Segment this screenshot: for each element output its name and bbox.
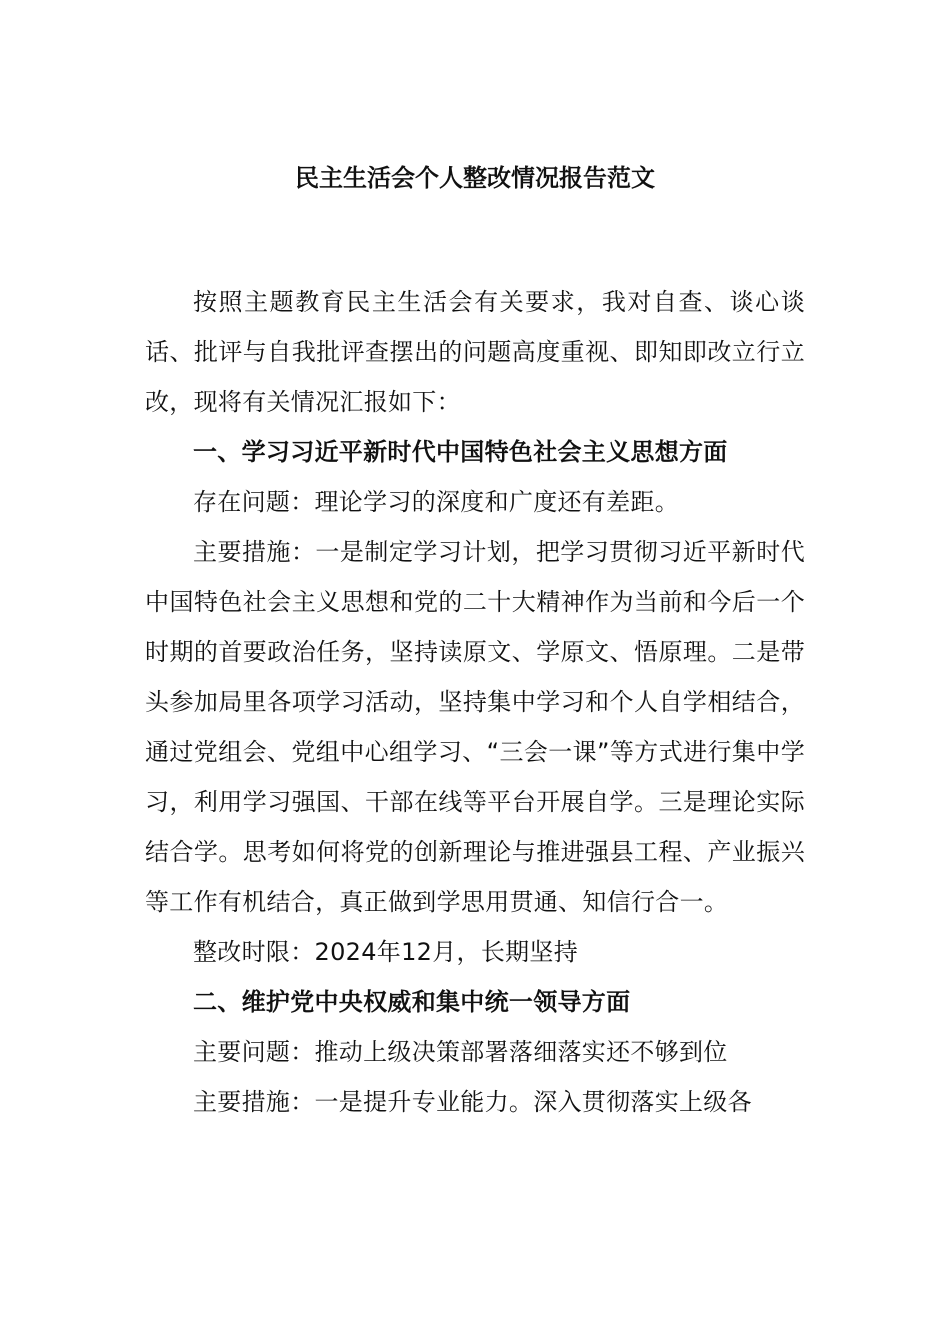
section-heading-1: 一、学习习近平新时代中国特色社会主义思想方面 [193, 438, 728, 466]
existing-problem-1: 存在问题：理论学习的深度和广度还有差距。 [193, 488, 679, 516]
main-measures-1: 主要措施：一是制定学习计划，把学习贯彻习近平新时代中国特色社会主义思想和党的二十大精神作为当前和今后一个时期的首要政治任务，坚持读原文、学原文、悟原理。二是带头参加局里各项学习活动，坚持集中学习和个人自学相结合，通过党组会、党组中心组学习、“三会一课”等方式进行集中学习，利用学习强国、干部在线等平台开展自学。三是理论实际结合学。思考如何将党的创新理论与推进强县工程、产业振兴等工作有机结合，真正做到学思用贯通、知信行合一。 [145, 538, 805, 916]
rectification-deadline-1: 整改时限：2024年12月，长期坚持 [193, 938, 579, 966]
document-body [145, 277, 805, 1127]
section-heading-2: 二、维护党中央权威和集中统一领导方面 [193, 988, 631, 1016]
intro-paragraph: 按照主题教育民主生活会有关要求，我对自查、谈心谈话、批评与自我批评查摆出的问题高度重视、即知即改立行立改，现将有关情况汇报如下： [145, 288, 805, 416]
document-title: 民主生活会个人整改情况报告范文 [295, 164, 655, 192]
main-problem-2: 主要问题：推动上级决策部署落细落实还不够到位 [193, 1038, 728, 1066]
main-measures-2: 主要措施：一是提升专业能力。深入贯彻落实上级各 [193, 1088, 752, 1116]
